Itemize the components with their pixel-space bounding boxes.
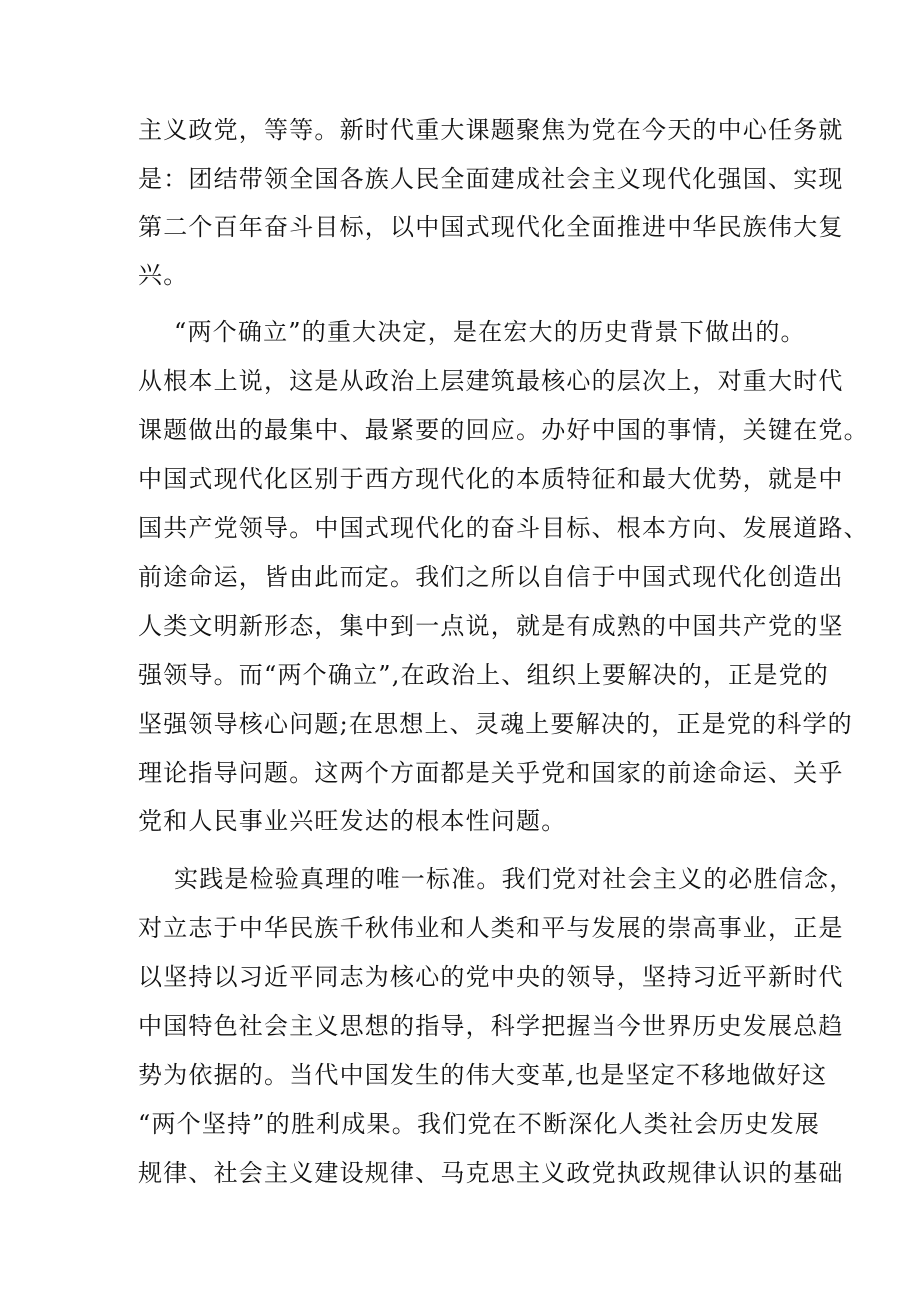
paragraph-1-line-4: 兴。 — [138, 261, 189, 289]
paragraph-2-line-3: 课题做出的最集中、最紧要的回应。办好中国的事情，关键在党。 — [138, 416, 869, 444]
paragraph-3-line-2: 对立志于中华民族千秋伟业和人类和平与发展的崇高事业，正是 — [138, 914, 844, 942]
paragraph-2-line-4: 中国式现代化区别于西方现代化的本质特征和最大优势，就是中 — [138, 465, 844, 493]
paragraph-2-line-7: 人类文明新形态，集中到一点说，就是有成熟的中国共产党的坚 — [138, 612, 844, 640]
paragraph-3-line-6: “两个坚持”的胜利成果。我们党在不断深化人类社会历史发展 — [138, 1110, 821, 1138]
paragraph-2-line-1: “两个确立”的重大决定，是在宏大的历史背景下做出的。 — [174, 318, 806, 346]
paragraph-2-line-11: 党和人民事业兴旺发达的根本性问题。 — [138, 807, 567, 835]
paragraph-2-line-8: 强领导。而“两个确立”,在政治上、组织上要解决的，正是党的 — [138, 661, 829, 689]
paragraph-1-line-3: 第二个百年奋斗目标，以中国式现代化全面推进中华民族伟大复 — [138, 213, 844, 241]
paragraph-3-line-5: 势为依据的。当代中国发生的伟大变革,也是坚定不移地做好这 — [138, 1061, 828, 1089]
paragraph-3-line-4: 中国特色社会主义思想的指导，科学把握当今世界历史发展总趋 — [138, 1012, 844, 1040]
paragraph-3-line-1: 实践是检验真理的唯一标准。我们党对社会主义的必胜信念， — [174, 865, 855, 893]
paragraph-2-line-9: 坚强领导核心问题;在思想上、灵魂上要解决的，正是党的科学的 — [138, 710, 853, 738]
paragraph-2-line-5: 国共产党领导。中国式现代化的奋斗目标、根本方向、发展道路、 — [138, 514, 869, 542]
paragraph-2-line-2: 从根本上说，这是从政治上层建筑最核心的层次上，对重大时代 — [138, 367, 844, 395]
paragraph-3-line-3: 以坚持以习近平同志为核心的党中央的领导，坚持习近平新时代 — [138, 963, 844, 991]
paragraph-3-line-7: 规律、社会主义建设规律、马克思主义政党执政规律认识的基础 — [138, 1159, 844, 1187]
paragraph-1-line-2: 是：团结带领全国各族人民全面建成社会主义现代化强国、实现 — [138, 165, 844, 193]
paragraph-2-line-6: 前途命运，皆由此而定。我们之所以自信于中国式现代化创造出 — [138, 563, 844, 591]
paragraph-1-line-1: 主义政党，等等。新时代重大课题聚焦为党在今天的中心任务就 — [138, 116, 844, 144]
paragraph-2-line-10: 理论指导问题。这两个方面都是关乎党和国家的前途命运、关乎 — [138, 759, 844, 787]
